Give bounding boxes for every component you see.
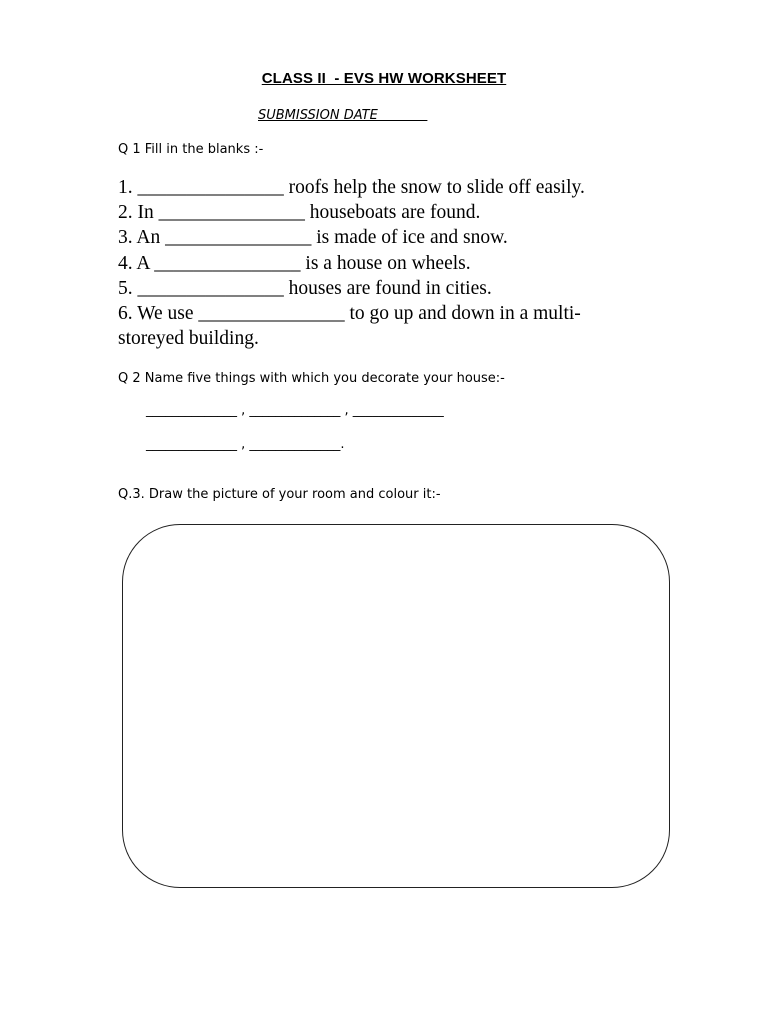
question-3-heading: Q.3. Draw the picture of your room and colour it:- — [118, 487, 441, 502]
blank-item-3: 3. An _______________ is made of ice and snow. — [118, 227, 508, 249]
decor-answer-line-1: ______________ , ______________ , ______________ — [146, 403, 444, 418]
blank-item-5: 5. _______________ houses are found in cities. — [118, 277, 492, 299]
submission-date-label: SUBMISSION DATE — [258, 108, 428, 123]
room-drawing-box — [122, 524, 670, 888]
fill-in-blanks-list — [118, 175, 678, 351]
blank-item-1: 1. _______________ roofs help the snow to slide off easily. — [118, 177, 585, 198]
blank-item-6: 6. We use _______________ to go up and down in a multi- — [118, 303, 581, 325]
question-2-heading: Q 2 Name five things with which you decorate your house:- — [118, 371, 505, 386]
worksheet-title: CLASS II - EVS HW WORKSHEET — [261, 70, 507, 87]
blank-item-6-continued: storeyed building. — [118, 328, 259, 350]
decor-answer-line-2: ______________ , ______________. — [146, 437, 345, 452]
blank-item-2: 2. In _______________ houseboats are found. — [118, 202, 481, 224]
blank-item-4: 4. A _______________ is a house on wheels. — [118, 252, 471, 274]
question-1-heading: Q 1 Fill in the blanks :- — [118, 142, 264, 157]
